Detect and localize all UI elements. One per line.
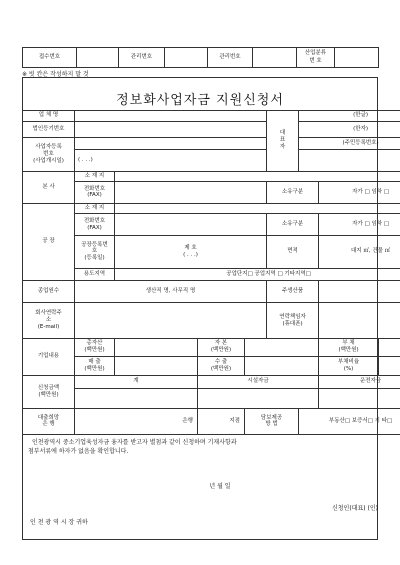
employees-label: 종업원수	[23, 280, 75, 303]
contact-address-label: 회사연락주 소 (E-mail)	[23, 303, 75, 339]
ho-address-field[interactable]	[115, 171, 400, 182]
total-assets-field[interactable]	[115, 339, 198, 357]
category-no-field[interactable]	[335, 48, 379, 68]
facility-fund-field[interactable]	[198, 388, 319, 408]
company-name-field[interactable]	[75, 111, 267, 122]
area-label: 면적	[267, 235, 319, 268]
fac-phone-field[interactable]	[115, 214, 267, 235]
contact-phone-field[interactable]	[319, 303, 400, 339]
date-line: 년 월 일	[209, 483, 231, 490]
collateral-options[interactable]: 부동산□ 보증서□ 기 타□	[299, 408, 400, 434]
total-field[interactable]	[75, 388, 198, 408]
head-office-label: 본 사	[23, 171, 75, 203]
fac-phone-label: 전화번호 (FAX)	[75, 214, 115, 235]
company-name-label: 업 체 명	[23, 111, 75, 122]
rep-resident-field[interactable]: (주민등록번호)	[299, 138, 400, 150]
exports-label: 수 출 (백만원)	[198, 356, 245, 375]
admin-no-field[interactable]	[253, 48, 297, 68]
declaration-line-1: 인천광역시 중소기업육성자금 융자를 받고자 별첨과 같이 신청하며 기재사항과	[32, 439, 237, 446]
rep-hangul-field[interactable]: (한글)	[299, 111, 400, 122]
main-products-label: 주생산품	[267, 280, 319, 303]
facility-fund-label: 시설자금	[198, 375, 319, 388]
total-label: 계	[75, 375, 198, 388]
branch-field[interactable]: 지점	[198, 408, 245, 434]
category-no-label: 산업분류 번 호	[297, 48, 335, 68]
ho-ownership-label: 소유구분	[267, 182, 319, 203]
biz-reg-label: 사업자등록 번호 (사업개시일)	[23, 138, 75, 171]
capital-field[interactable]	[245, 339, 319, 357]
representative-label: 대 표 자	[267, 111, 299, 172]
total-assets-label: 총자산 (백만원)	[75, 339, 115, 357]
ho-phone-label: 전화번호 (FAX)	[75, 182, 115, 203]
declaration-line-2: 첨부서류에 하자가 없음을 확인합니다.	[28, 448, 129, 455]
receipt-no-field[interactable]	[77, 48, 119, 68]
collateral-label: 담보제공 방 법	[245, 408, 299, 434]
page-title: 정보화사업자금 지원신청서	[116, 93, 284, 108]
loan-bank-label: 대출희망 은 행	[23, 408, 75, 434]
ho-phone-field[interactable]	[115, 182, 267, 203]
factory-label: 공 장	[23, 203, 75, 280]
blank-cell-note: ※ 빗 칸은 작성하지 말 것	[22, 71, 89, 78]
fac-address-label: 소 재 지	[75, 203, 115, 214]
operating-fund-label: 운전자금	[319, 375, 400, 388]
sales-field[interactable]	[115, 356, 198, 375]
liabilities-field[interactable]	[379, 339, 400, 357]
factory-reg-field[interactable]: 제 호 ( . . .)	[115, 235, 267, 268]
ho-ownership-options[interactable]: 자가 □ 임차 □	[319, 182, 400, 203]
area-field[interactable]: 대지 ㎡, 건물 ㎡	[319, 235, 400, 268]
recipient: 인 천 광 역 시 장 귀하	[30, 519, 88, 526]
admin-no-label: 관리번호	[208, 48, 253, 68]
corp-reg-field[interactable]	[75, 121, 267, 138]
fac-ownership-label: 소유구분	[267, 214, 319, 235]
liabilities-label: 부 채 (백만원)	[319, 339, 379, 357]
debt-ratio-label: 부채비율 (%)	[319, 356, 379, 375]
debt-ratio-field[interactable]	[379, 356, 400, 375]
corp-reg-label: 법인등기번호	[23, 121, 75, 138]
application-table	[22, 110, 400, 435]
factory-reg-label: 공장등록번 호 (등록일)	[75, 235, 115, 268]
bank-field[interactable]: 은행	[75, 408, 198, 434]
manage-no-field[interactable]	[165, 48, 208, 68]
land-use-options[interactable]: 공업단지□ 공업지역 □ 기타지역□	[115, 268, 400, 280]
exports-field[interactable]	[245, 356, 319, 375]
employees-field[interactable]: 생산직 명, 사무직 명	[75, 280, 267, 303]
applicant-signature[interactable]: 신청인(대표) (인)	[331, 505, 378, 512]
biz-reg-field[interactable]	[75, 138, 267, 150]
rep-extra-field[interactable]	[299, 150, 400, 171]
sales-label: 매 출 (백만원)	[75, 356, 115, 375]
land-use-label: 용도지역	[75, 268, 115, 280]
company-info-label: 기업내용	[23, 339, 75, 376]
request-amount-label: 신청금액 (백만원)	[23, 375, 75, 408]
fac-ownership-options[interactable]: 자가 □ 임차 □	[319, 214, 400, 235]
main-products-field[interactable]	[319, 280, 400, 303]
operating-fund-field[interactable]	[319, 388, 400, 408]
receipt-no-label: 접수번호	[23, 48, 77, 68]
capital-label: 자 본 (백만원)	[198, 339, 245, 357]
manage-no-label: 관리번호	[119, 48, 165, 68]
ho-address-label: 소 재 지	[75, 171, 115, 182]
contact-phone-label: 연락책임자 (휴대폰)	[267, 303, 319, 339]
fac-address-field[interactable]	[115, 203, 400, 214]
biz-start-date-field[interactable]: ( . . .)	[75, 150, 267, 171]
rep-hanja-field[interactable]: (한자)	[299, 121, 400, 138]
office-use-table	[22, 47, 379, 68]
contact-address-field[interactable]	[75, 303, 267, 339]
